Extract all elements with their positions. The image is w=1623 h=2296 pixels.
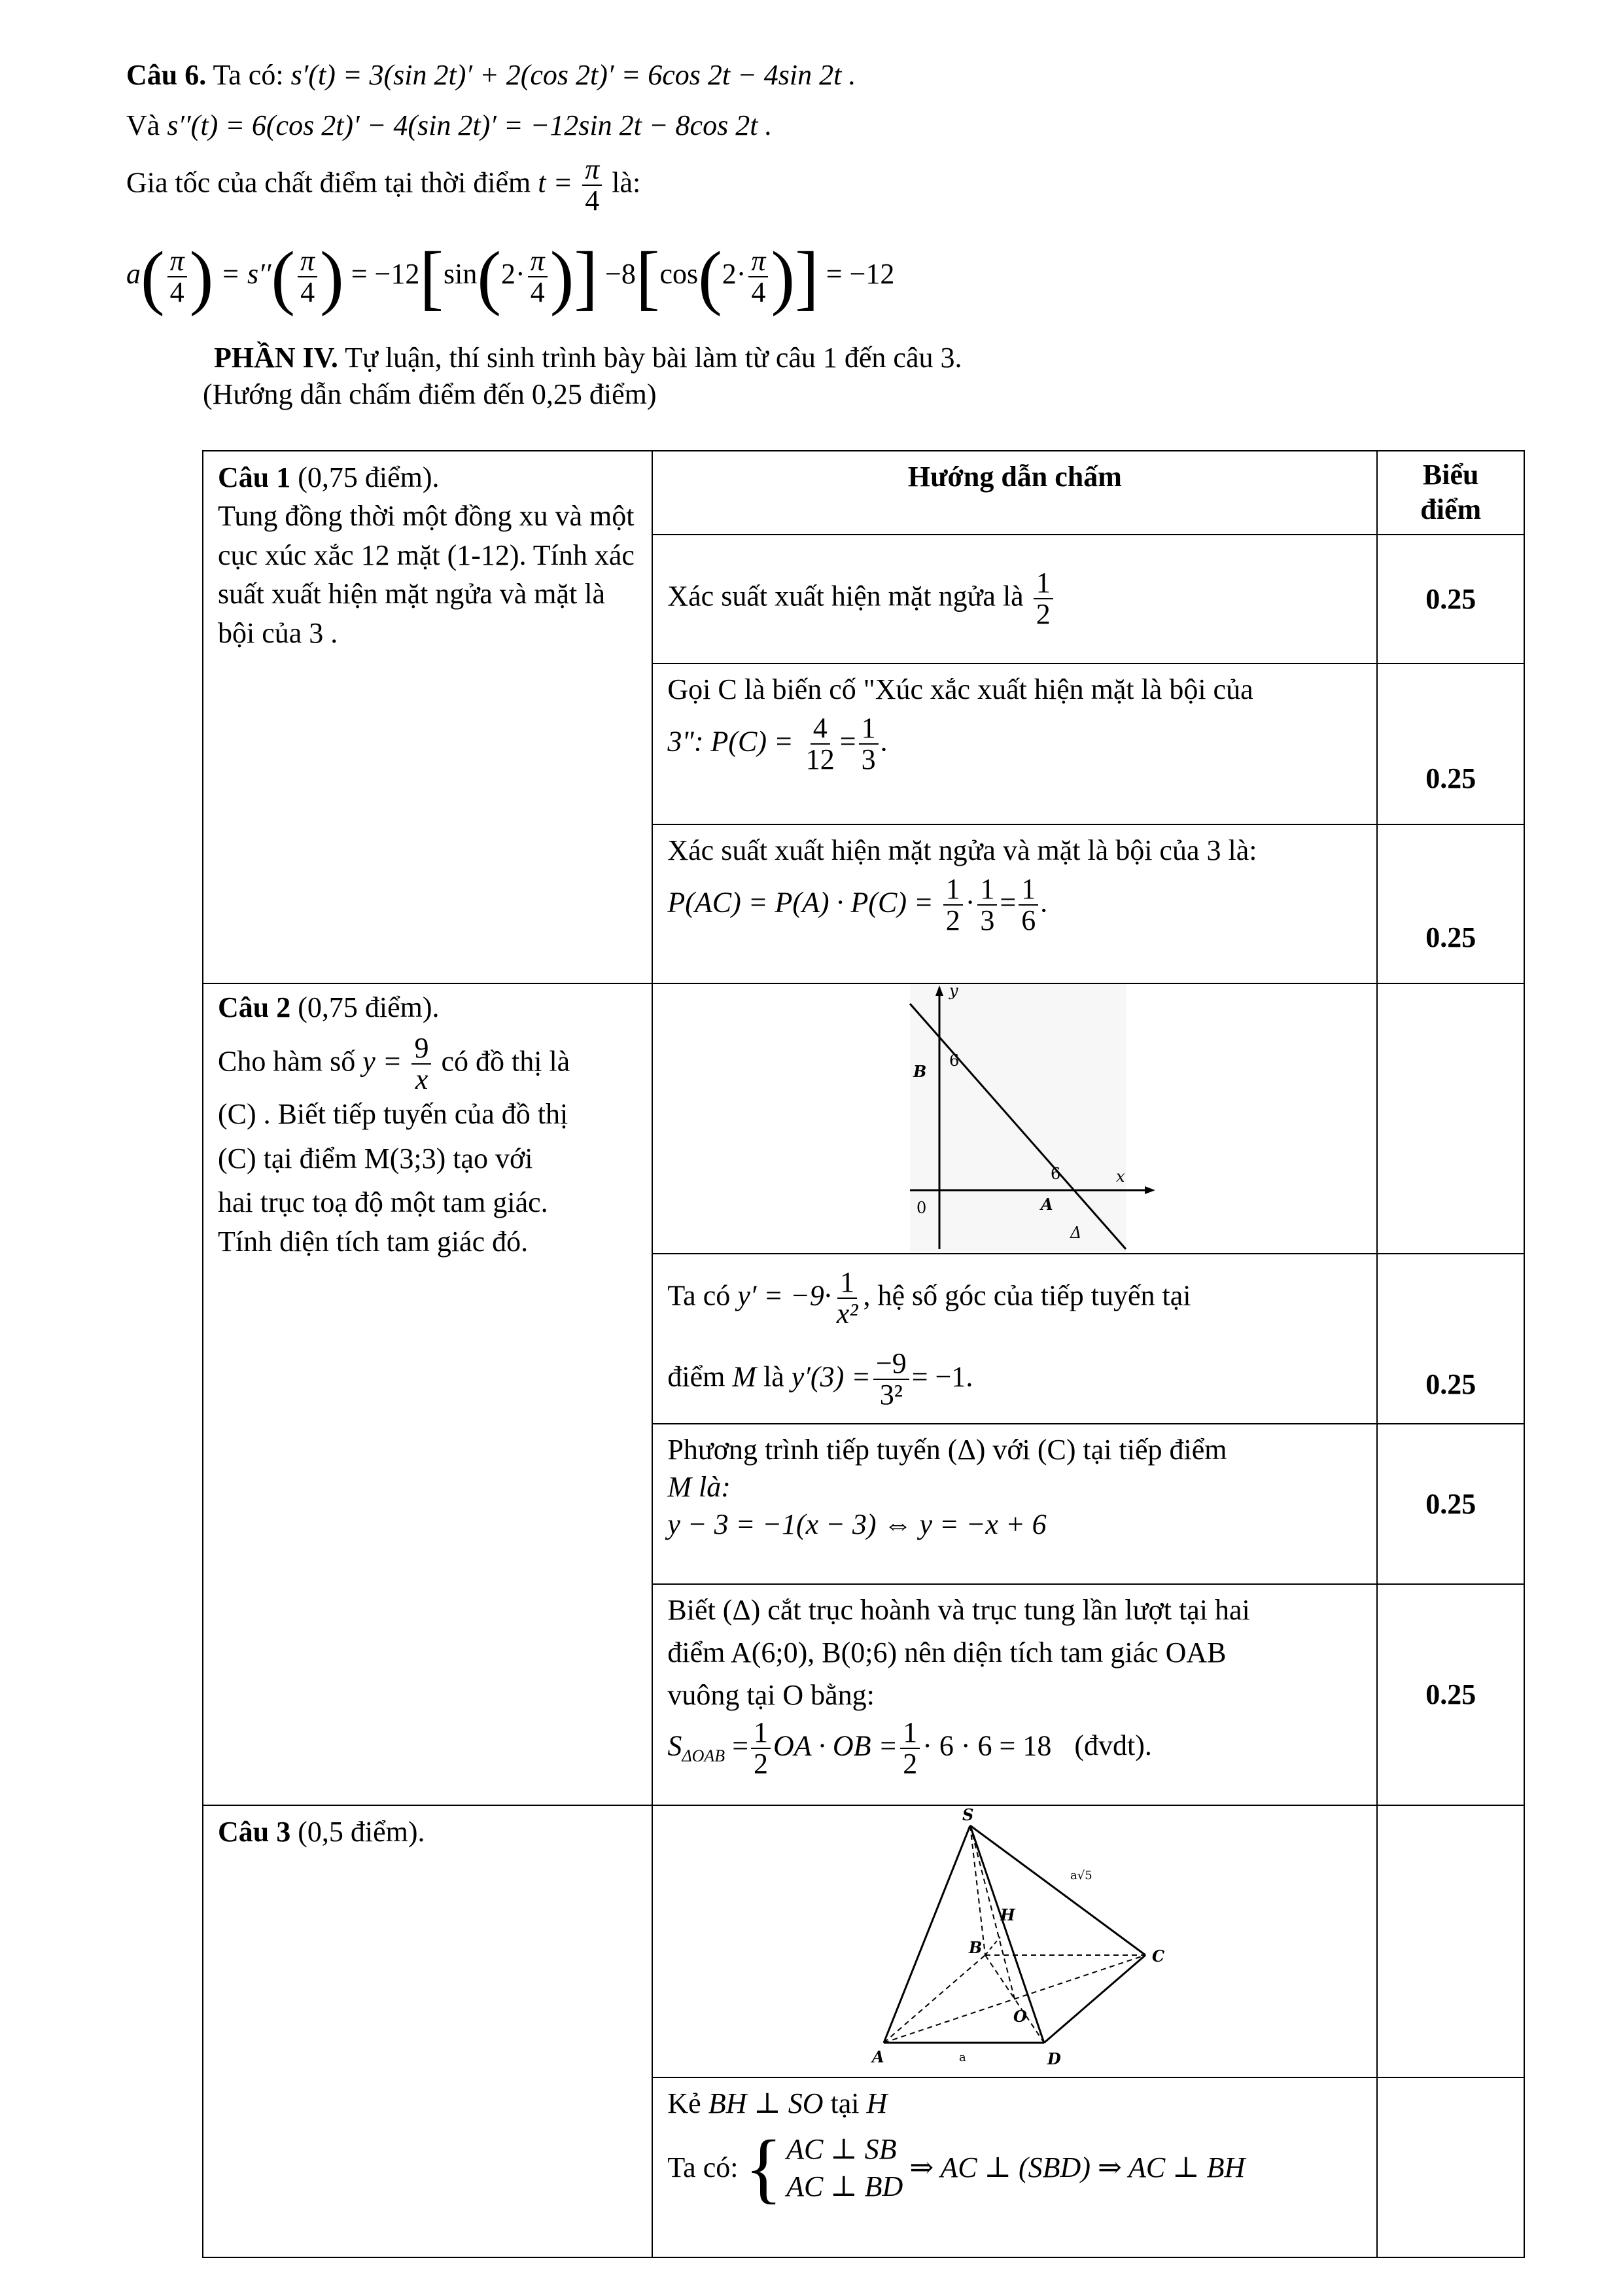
q1-text: Tung đồng thời một đồng xu và một cục xúc xắc 12 mặt (1-12). Tính xác suất xuất hiện mặt ngửa và mặt là bội của 3 . <box>218 500 635 649</box>
fig-label-H: H <box>1000 1905 1016 1924</box>
graph-label-x: x <box>1116 1167 1125 1186</box>
q2-r3-score: 0.25 <box>1377 1584 1524 1805</box>
q1-cell <box>203 451 652 983</box>
q3-row1: Kẻ BH ⊥ SO tại H Ta có: { AC ⊥ SB AC ⊥ BD ⇒ AC ⊥ (SBD) ⇒ AC ⊥ BH <box>652 2077 1377 2257</box>
tangent-line-graph <box>851 984 1178 1252</box>
q2-points: (0,75 điểm). <box>298 991 440 1023</box>
edge-SA <box>884 1826 970 2043</box>
q3-figure-score-cell <box>1377 1805 1524 2077</box>
edge-AB <box>884 1955 985 2043</box>
part4-note: (Hướng dẫn chấm điểm đến 0,25 điểm) <box>203 378 657 410</box>
cau6-line1 <box>126 56 856 94</box>
q2-graph-cell <box>652 983 1377 1254</box>
q1-row1: Xác suất xuất hiện mặt ngửa là $\frac{1}{2}$ <box>652 535 1377 663</box>
grading-table <box>202 450 1525 2258</box>
q2-cell: Câu 2 (0,75 điểm). Cho hàm số y = $\frac{9}{x}$ có đồ thị là (C) . Biết tiếp tuyến của đồ thị (C) tại điểm M(3;3) tạo với hai trục toạ độ một tam giác. Tính diện tích tam giác đó. <box>203 983 652 1805</box>
cau6-derivative-1: s′(t) = 3(sin 2t)′ + 2(cos 2t)′ = 6cos 2t − 4sin 2t . <box>290 59 856 91</box>
fig-label-D: D <box>1047 2049 1062 2068</box>
cau6-derivative-2: s′′(t) = 6(cos 2t)′ − 4(sin 2t)′ = −12sin 2t − 8cos 2t . <box>167 109 773 141</box>
q3-figure-cell <box>652 1805 1377 2077</box>
q1-row3: Xác suất xuất hiện mặt ngửa và mặt là bội của 3 là: P(AC) = P(A) · P(C) = $\frac{1}{2}$ · $\frac{1}{3}$ = $\frac{1}{6}$ . <box>652 824 1377 983</box>
q2-row1: Ta có y′ = −9· $\frac{1}{\text{x²}}$ , hệ số góc của tiếp tuyến tại điểm M là y′(3) = $\frac{-9}{\text{3²}}$ = −1. <box>652 1254 1377 1424</box>
graph-label-six-y: 6 <box>949 1051 960 1070</box>
graph-label-B: B <box>913 1061 927 1081</box>
part4-title: PHẦN IV. Tự luận, thí sinh trình bày bài làm từ câu 1 đến câu 3. <box>214 342 962 374</box>
q1-label: Câu 1 <box>218 461 291 493</box>
q1-r1-score: 0.25 <box>1377 535 1524 663</box>
graph-label-A: A <box>1041 1194 1054 1214</box>
fig-label-C: C <box>1152 1946 1165 1966</box>
graph-label-delta: Δ <box>1070 1223 1082 1242</box>
fig-label-S: S <box>962 1805 974 1824</box>
cau6-acceleration-eq: a( $\frac{\pi}{4}$ ) = s′′( $\frac{\pi}{4}$ ) = −12[sin(2· $\frac{\pi}{4}$ )] −8[cos(2· $\frac{\pi}{4}$ )] = −12 <box>126 237 895 317</box>
q1-points: (0,75 điểm). <box>298 461 440 493</box>
graph-label-six-x: 6 <box>1051 1164 1061 1183</box>
q3-label: Câu 3 <box>218 1815 291 1848</box>
edge-DC <box>1044 1955 1145 2043</box>
cau6-line1-prefix: Ta có: <box>213 59 284 91</box>
cau6-line3-end: là: <box>612 166 641 199</box>
cau6-line3-text: Gia tốc của chất điểm tại thời điểm <box>126 166 531 199</box>
q3-points: (0,5 điểm). <box>298 1815 425 1848</box>
pyramid-figure <box>845 1806 1185 2074</box>
fig-label-O: O <box>1013 2006 1028 2026</box>
fig-label-A: A <box>872 2047 885 2066</box>
q3-cell <box>203 1805 652 2257</box>
cau6-label: Câu 6. <box>126 59 207 91</box>
edge-SC <box>970 1826 1145 1955</box>
q3-r1-score-cell <box>1377 2077 1524 2257</box>
cau6-t: t = <box>538 166 573 199</box>
q2-graph-score-cell <box>1377 983 1524 1254</box>
fig-label-a: a <box>959 2050 967 2064</box>
q2-label: Câu 2 <box>218 991 291 1023</box>
q2-row2: Phương trình tiếp tuyến (Δ) với (C) tại tiếp điểm M là: y − 3 = −1(x − 3) ⇔ y = −x + 6 <box>652 1424 1377 1584</box>
fig-label-B: B <box>969 1937 983 1957</box>
cau6-line3 <box>126 154 640 216</box>
q2-row3: Biết (Δ) cắt trục hoành và trục tung lần lượt tại hai điểm A(6;0), B(0;6) nên diện tích tam giác OAB vuông tại O bằng: $S_{\Delta OAB}$ = $\frac{1}{2}$ OA · OB = $\frac{1}{2}$ · 6 · 6 = 18 (đvdt). <box>652 1584 1377 1805</box>
q1-row2: Gọi C là biến cố "Xúc xắc xuất hiện mặt là bội của 3": P(C) = $\frac{4}{12}$ = $\frac{1}{3}$ . <box>652 663 1377 824</box>
q2-r2-score: 0.25 <box>1377 1424 1524 1584</box>
header-score: Biểu điểm <box>1377 451 1524 535</box>
x-axis-arrow <box>1145 1186 1155 1194</box>
cau6-line2 <box>126 107 772 144</box>
cau6-line2-prefix: Và <box>126 109 160 141</box>
segment-BH <box>985 1937 1000 1955</box>
q1-r2-score: 0.25 <box>1377 663 1524 824</box>
q1-r3-score: 0.25 <box>1377 824 1524 983</box>
graph-label-origin: 0 <box>916 1198 927 1217</box>
q2-r1-score: 0.25 <box>1377 1254 1524 1424</box>
cau6-t-frac: $\frac{\pi}{4}$ <box>582 154 602 216</box>
graph-label-y: y <box>949 983 958 1000</box>
header-guide: Hướng dẫn chấm <box>652 451 1377 535</box>
fig-label-a-root5: a√5 <box>1070 1868 1093 1882</box>
